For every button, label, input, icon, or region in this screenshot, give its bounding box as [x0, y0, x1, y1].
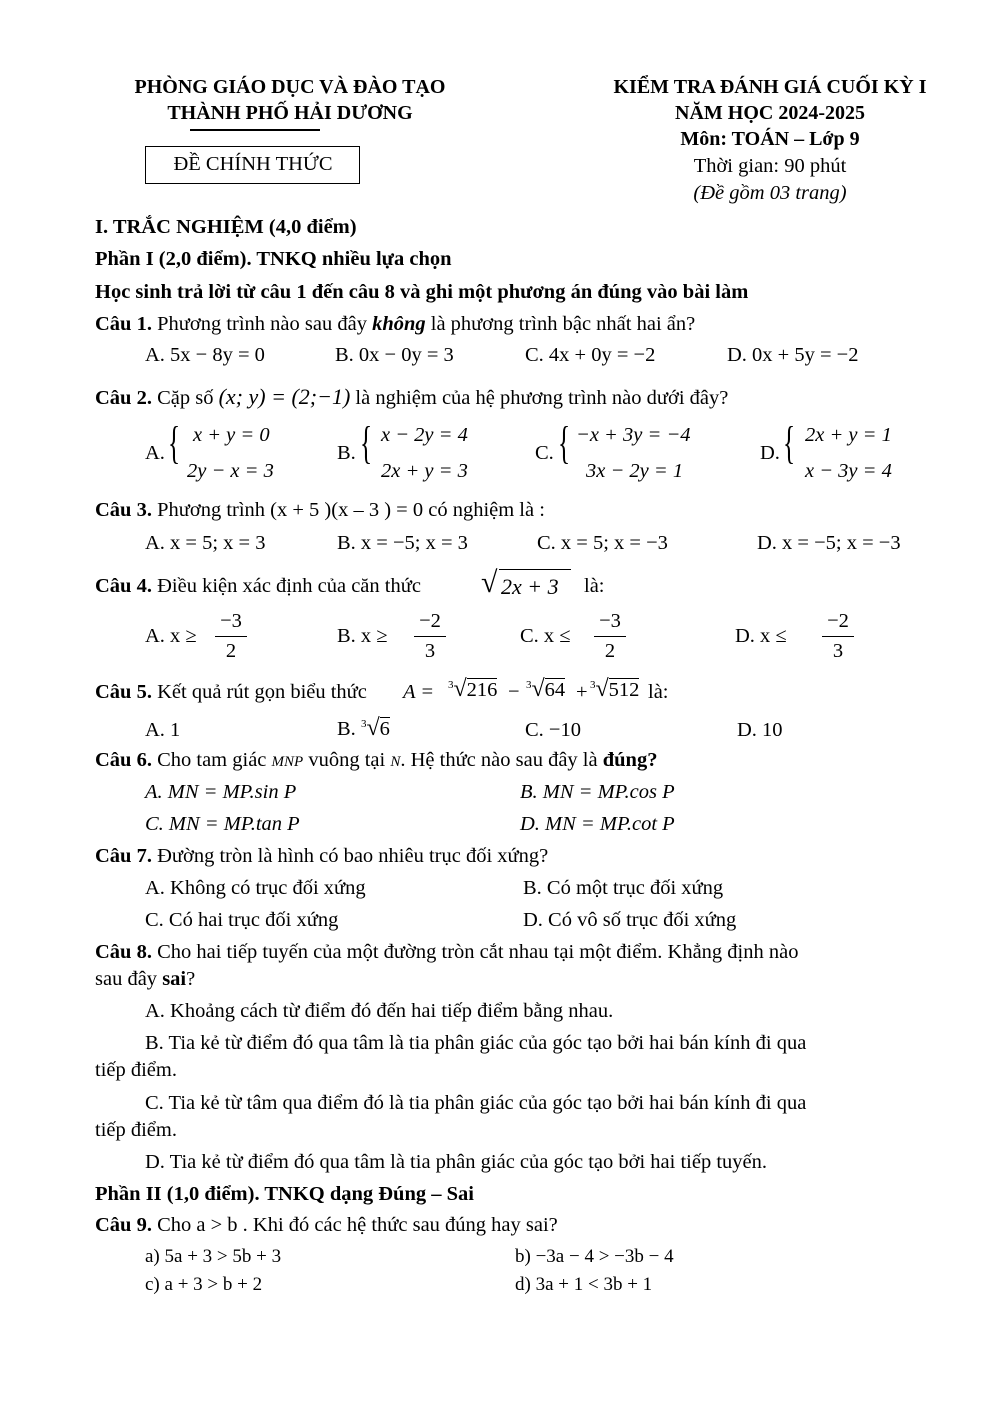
question-6	[95, 749, 657, 773]
operator: +	[576, 681, 588, 703]
root-index: 3	[590, 679, 596, 692]
question-number: Câu 6.	[95, 749, 152, 771]
q5-option-c: C. −10	[525, 719, 581, 741]
part1-title: Phần I (2,0 điểm). TNKQ nhiều lựa chọn	[95, 248, 452, 270]
q9-item-a: a) 5a + 3 > 5b + 3	[145, 1246, 282, 1267]
numerator: −2	[827, 610, 849, 632]
q9-item-c: c) a + 3 > b + 2	[145, 1274, 263, 1295]
question-text: . Hệ thức nào sau đây là	[400, 749, 598, 771]
q1-option-b: B. 0x − 0y = 3	[335, 344, 454, 366]
denominator: 3	[424, 639, 436, 662]
question-8-line2	[95, 968, 195, 992]
option-label: B.	[337, 718, 356, 740]
denominator: 2	[604, 639, 616, 662]
question-4	[95, 575, 421, 599]
ordered-pair: (x; y) = (2;−1)	[218, 384, 351, 409]
q2-a-eq1: x + y = 0	[193, 424, 270, 446]
question-number: Câu 3.	[95, 499, 152, 521]
question-text: Cho tam giác	[157, 749, 267, 771]
q4-option-c-label: C. x ≤	[520, 625, 571, 647]
question-text: sau đây	[95, 968, 158, 990]
q4-a-fraction	[215, 610, 247, 662]
q4-option-b-label: B. x ≥	[337, 625, 388, 647]
question-number: Câu 4.	[95, 575, 152, 597]
exam-title: KIỂM TRA ĐÁNH GIÁ CUỐI KỲ I	[613, 76, 927, 98]
question-text: là:	[648, 681, 669, 703]
part1-instruction: Học sinh trả lời từ câu 1 đến câu 8 và ghi một phương án đúng vào bài làm	[95, 281, 749, 303]
section-title: I. TRẮC NGHIỆM (4,0 điểm)	[95, 216, 357, 238]
school-year: NĂM HỌC 2024-2025	[675, 102, 865, 124]
denominator: 3	[832, 639, 844, 662]
q2-option-d-label: D.	[760, 442, 780, 464]
radicand: 64	[544, 679, 566, 701]
q8-option-c-line2: tiếp điểm.	[95, 1119, 177, 1141]
q2-b-eq2: 2x + y = 3	[381, 460, 468, 482]
q7-option-c: C. Có hai trục đối xứng	[145, 909, 339, 931]
expr-lhs: A =	[403, 681, 435, 703]
q5-option-a: A. 1	[145, 719, 181, 741]
operator: −	[508, 681, 520, 703]
q2-option-b-label: B.	[337, 442, 356, 464]
q4-c-fraction	[594, 610, 626, 662]
q1-option-a: A. 5x − 8y = 0	[145, 344, 265, 366]
q6-option-b: B. MN = MP.cos P	[520, 781, 675, 803]
q3-option-d: D. x = −5; x = −3	[757, 532, 901, 554]
header-underline	[190, 129, 320, 131]
q8-option-b-line1: B. Tia kẻ từ điểm đó qua tâm là tia phân giác của góc tạo bởi hai bán kính đi qua	[145, 1032, 807, 1054]
question-text: vuông tại	[308, 749, 386, 771]
q6-option-c: C. MN = MP.tan P	[145, 813, 300, 835]
question-text: là nghiệm của hệ phương trình nào dưới đây?	[355, 387, 729, 409]
city-name: THÀNH PHỐ HẢI DƯƠNG	[167, 102, 413, 124]
q4-b-fraction	[414, 610, 446, 662]
question-text: Phương trình (x + 5 )(x – 3 ) = 0 có nghiệm là :	[157, 499, 545, 521]
question-text: Cặp số	[157, 387, 214, 409]
question-2	[95, 384, 728, 411]
subject-label: Môn: TOÁN – Lớp 9	[680, 128, 860, 150]
numerator: −2	[419, 610, 441, 632]
q2-d-eq2: x − 3y = 4	[805, 460, 892, 482]
question-emphasis: sai	[162, 968, 187, 990]
q6-option-a: A. MN = MP.sin P	[145, 781, 297, 803]
q2-option-a-label: A.	[145, 442, 165, 464]
cube-root-1: $^3$√216	[448, 676, 498, 702]
q5-option-b: B. $^3$√6	[337, 715, 390, 741]
question-emphasis: không	[372, 313, 426, 335]
department-name: PHÒNG GIÁO DỤC VÀ ĐÀO TẠO	[134, 76, 446, 98]
system-brace: {	[783, 417, 796, 468]
cube-root-3: $^3$√512	[590, 676, 640, 702]
question-3	[95, 499, 545, 523]
q8-option-b-line2: tiếp điểm.	[95, 1059, 177, 1081]
q2-b-eq1: x − 2y = 4	[381, 424, 468, 446]
root-index: 3	[526, 679, 532, 692]
question-text: Phương trình nào sau đây	[157, 313, 367, 335]
q4-option-d-label: D. x ≤	[735, 625, 787, 647]
time-label: Thời gian: 90 phút	[693, 155, 847, 177]
official-label: ĐỀ CHÍNH THỨC	[173, 153, 333, 175]
q2-option-c-label: C.	[535, 442, 554, 464]
question-text: là:	[584, 575, 605, 597]
question-text: Đường tròn là hình có bao nhiêu trục đối xứng?	[157, 845, 549, 867]
q3-option-b: B. x = −5; x = 3	[337, 532, 468, 554]
triangle-name: MNP	[271, 754, 304, 770]
q8-option-d: D. Tia kẻ từ điểm đó qua tâm là tia phân giác của góc tạo bởi hai tiếp tuyến.	[145, 1151, 767, 1173]
q9-item-d: d) 3a + 1 < 3b + 1	[515, 1274, 653, 1295]
sqrt-radicand: 2x + 3	[501, 574, 559, 599]
q3-option-c: C. x = 5; x = −3	[537, 532, 668, 554]
question-text: Điều kiện xác định của căn thức	[157, 575, 421, 597]
numerator: −3	[220, 610, 242, 632]
question-9	[95, 1214, 558, 1238]
q8-option-c-line1: C. Tia kẻ từ tâm qua điểm đó là tia phân giác của góc tạo bởi hai bán kính đi qua	[145, 1092, 807, 1114]
radicand: 512	[608, 679, 640, 701]
sqrt-sign: √	[481, 566, 498, 599]
q2-a-eq2: 2y − x = 3	[187, 460, 274, 482]
root-index: 3	[360, 718, 367, 731]
question-5	[95, 681, 367, 705]
q7-option-d: D. Có vô số trục đối xứng	[523, 909, 737, 931]
question-number: Câu 2.	[95, 387, 152, 409]
question-text: Cho a > b . Khi đó các hệ thức sau đúng hay sai?	[157, 1214, 558, 1236]
question-number: Câu 7.	[95, 845, 152, 867]
question-text: Kết quả rút gọn biểu thức	[157, 681, 367, 703]
question-number: Câu 9.	[95, 1214, 152, 1236]
question-number: Câu 8.	[95, 941, 152, 963]
question-text: Cho hai tiếp tuyến của một đường tròn cắt nhau tại một điểm. Khẳng định nào	[157, 941, 799, 963]
q4-d-fraction	[822, 610, 854, 662]
system-brace: {	[360, 417, 373, 468]
radicand: 6	[379, 718, 390, 740]
question-text: ?	[186, 968, 196, 990]
q8-option-a: A. Khoảng cách từ điểm đó đến hai tiếp điểm bằng nhau.	[145, 1000, 614, 1022]
system-brace: {	[558, 417, 571, 468]
q7-option-b: B. Có một trục đối xứng	[523, 877, 724, 899]
numerator: −3	[599, 610, 621, 632]
question-text: là phương trình bậc nhất hai ẩn?	[430, 313, 696, 335]
radicand: 216	[466, 679, 498, 701]
q5-option-d: D. 10	[737, 719, 783, 741]
q9-item-b: b) −3a − 4 > −3b − 4	[515, 1246, 674, 1267]
system-brace: {	[168, 417, 181, 468]
root-index: 3	[448, 679, 454, 692]
question-emphasis: đúng?	[602, 749, 658, 771]
sqrt-overline	[499, 569, 571, 570]
q6-option-d: D. MN = MP.cot P	[520, 813, 675, 835]
denominator: 2	[225, 639, 237, 662]
q1-option-d: D. 0x + 5y = −2	[727, 344, 859, 366]
question-7	[95, 845, 548, 869]
q2-d-eq1: 2x + y = 1	[805, 424, 892, 446]
q4-option-a-label: A. x ≥	[145, 625, 197, 647]
q2-c-eq1: −x + 3y = −4	[576, 424, 691, 446]
q7-option-a: A. Không có trục đối xứng	[145, 877, 366, 899]
q3-option-a: A. x = 5; x = 3	[145, 532, 266, 554]
question-1	[95, 313, 695, 337]
q1-option-c: C. 4x + 0y = −2	[525, 344, 656, 366]
part2-title: Phần II (1,0 điểm). TNKQ dạng Đúng – Sai	[95, 1183, 474, 1205]
cube-root-2: $^3$√64	[526, 676, 566, 702]
question-8	[95, 941, 798, 965]
question-number: Câu 5.	[95, 681, 152, 703]
vertex-name: N	[390, 754, 401, 770]
q2-c-eq2: 3x − 2y = 1	[586, 460, 684, 482]
question-number: Câu 1.	[95, 313, 152, 335]
pages-label: (Đề gồm 03 trang)	[693, 182, 847, 204]
